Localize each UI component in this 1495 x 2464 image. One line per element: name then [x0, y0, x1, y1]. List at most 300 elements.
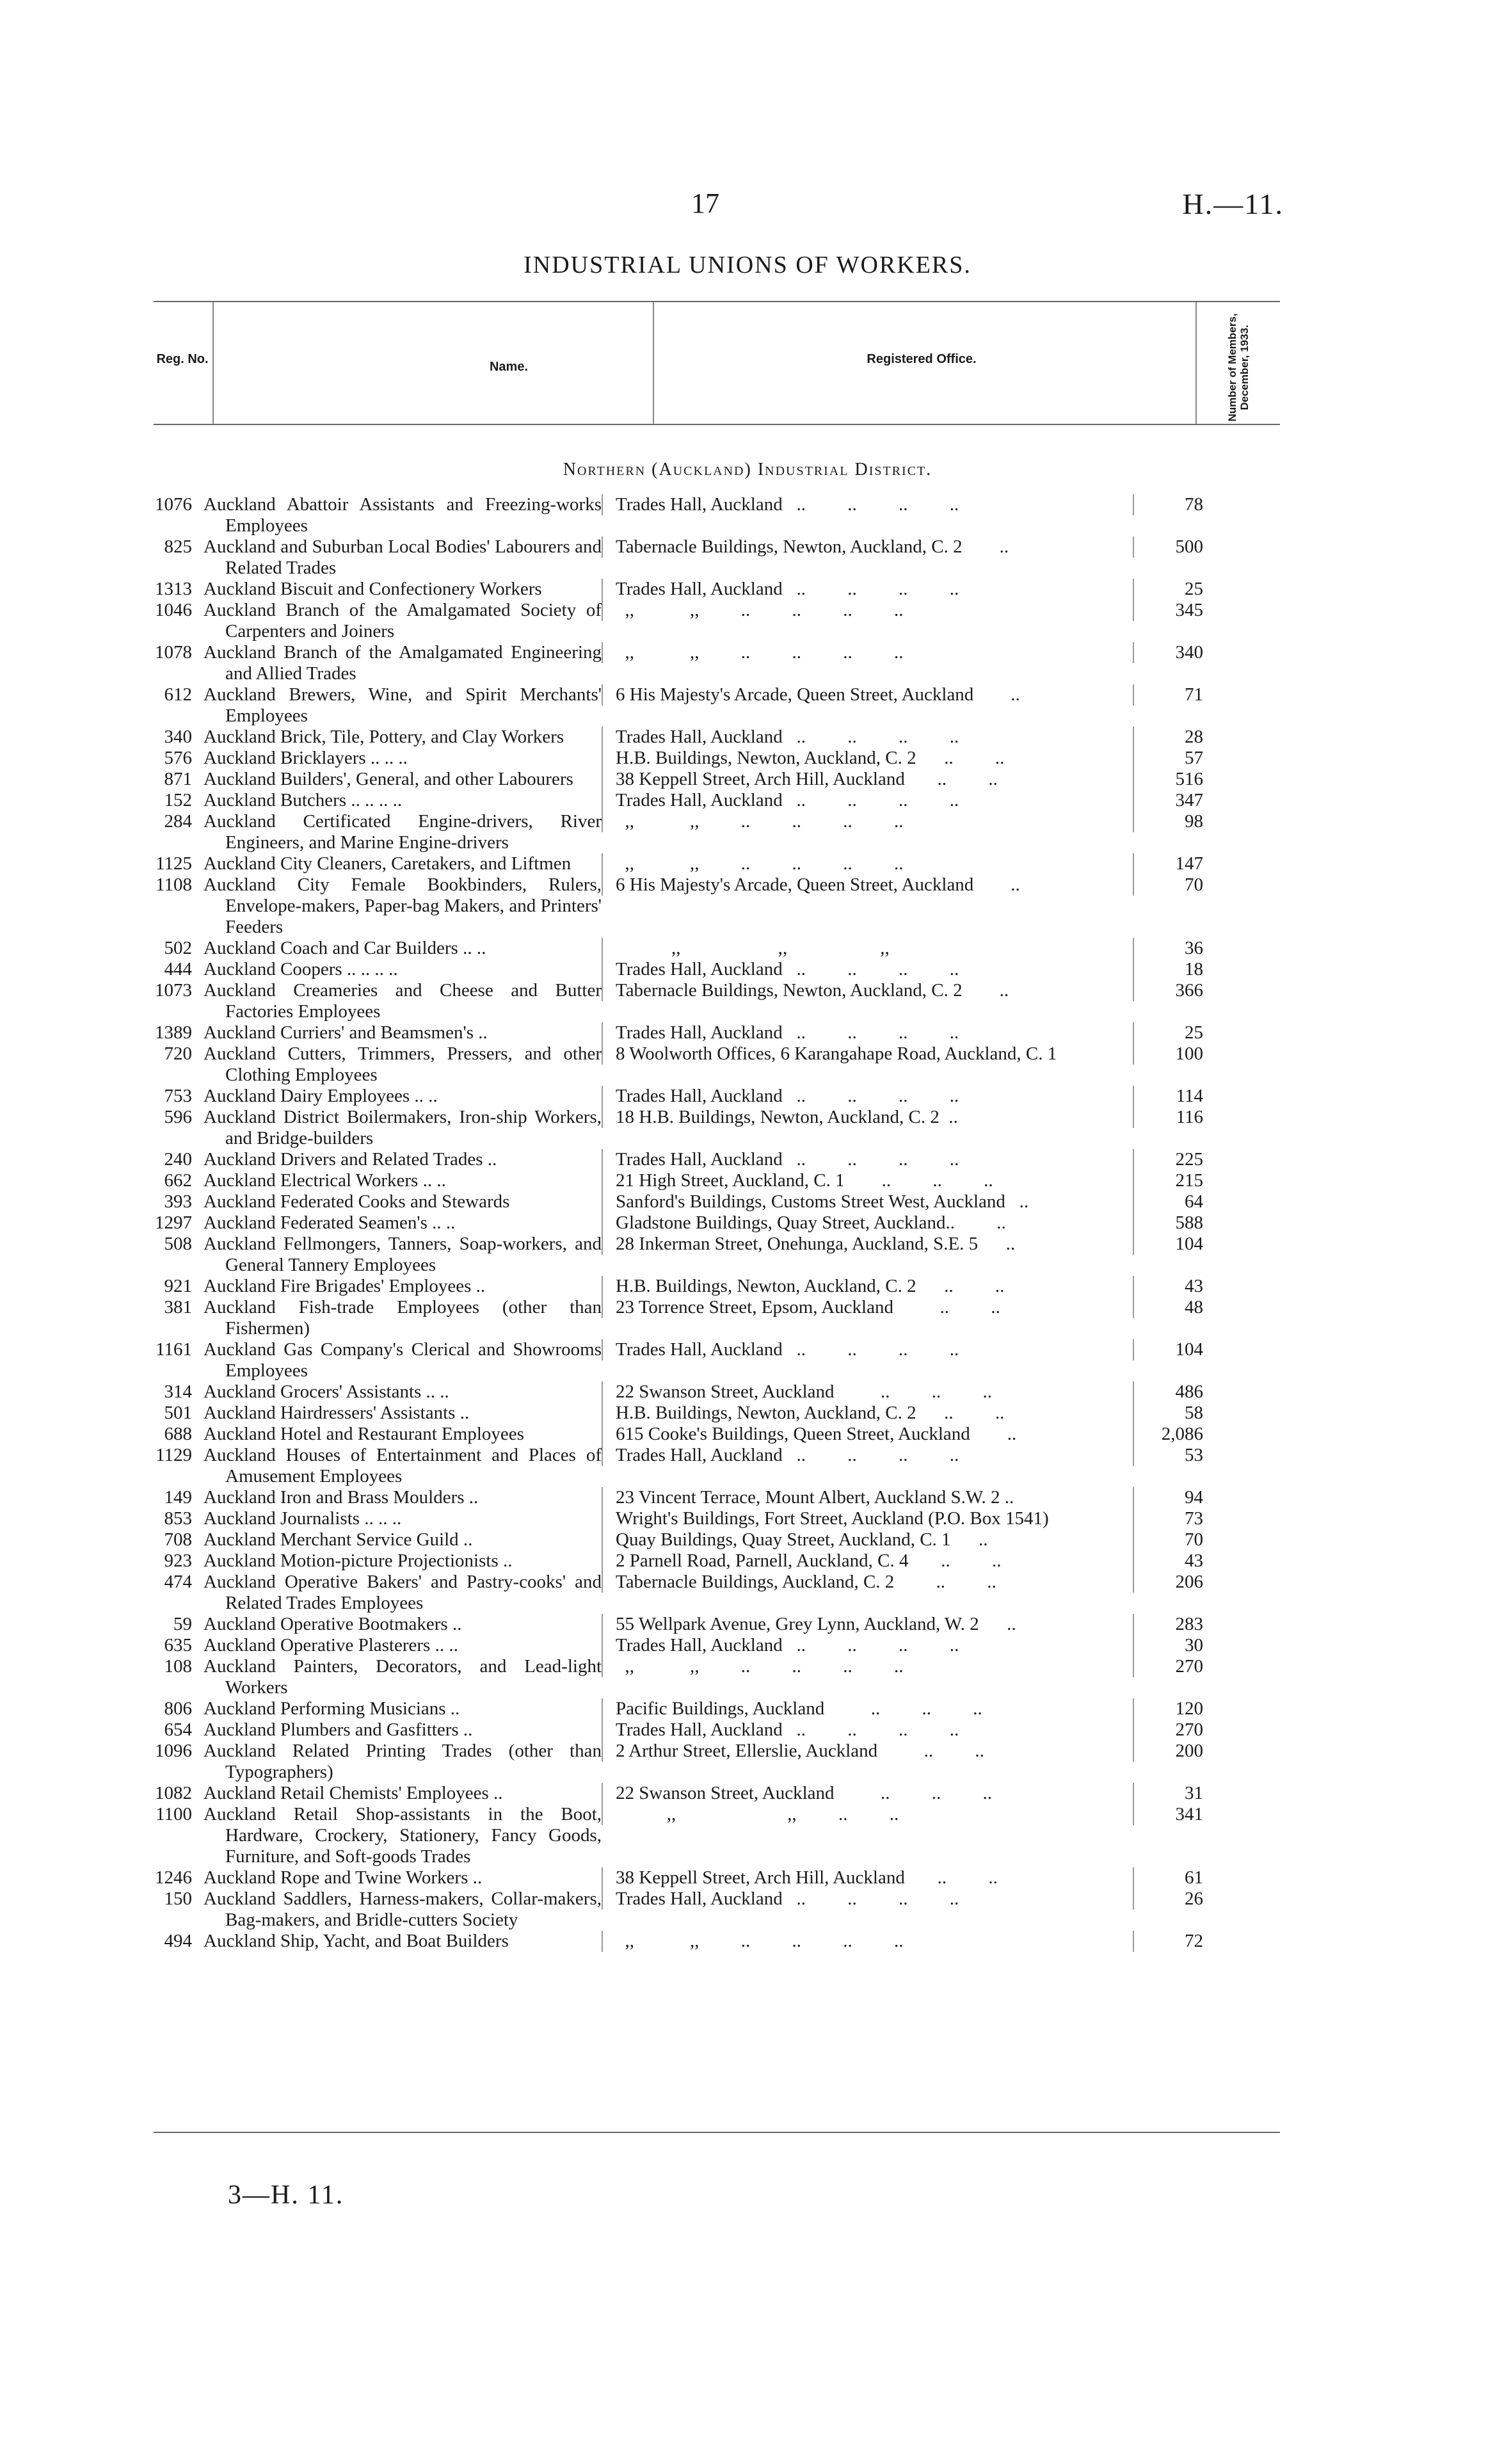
union-name — [192, 1170, 602, 1191]
union-name — [192, 959, 602, 980]
registered-office: ,, ,, .. .. .. .. — [602, 853, 1133, 874]
table-row — [154, 1656, 1280, 1698]
member-count: 70 — [1133, 874, 1203, 896]
union-name-text: Auckland Federated Cooks and Stewards — [204, 1191, 510, 1212]
registered-office: Tabernacle Buildings, Newton, Auckland, C. 2 .. — [602, 536, 1133, 558]
union-name-text: Auckland Butchers .. .. .. .. — [204, 790, 403, 810]
registered-office: Wright's Buildings, Fort Street, Auckland (P.O. Box 1541) — [602, 1508, 1133, 1529]
union-name — [192, 748, 602, 769]
reg-number: 108 — [164, 1656, 192, 1677]
reg-number: 1297 — [155, 1212, 192, 1233]
union-name-text: Auckland Retail Chemists' Employees .. — [204, 1783, 503, 1803]
union-name — [192, 1487, 602, 1508]
union-name-text: Auckland Creameries and Cheese and Butter Factories Employees — [204, 980, 602, 1022]
header-members-label: Number of Members, December, 1933. — [1226, 313, 1251, 422]
union-name-text: Auckland Federated Seamen's .. .. — [204, 1212, 456, 1233]
member-count: 53 — [1133, 1445, 1203, 1466]
registered-office: ,, ,, .. .. .. .. — [602, 1656, 1133, 1677]
union-name-text: Auckland Hotel and Restaurant Employees — [204, 1424, 524, 1444]
table-bottom-rule — [154, 2132, 1280, 2133]
union-name — [192, 811, 602, 853]
table-row — [154, 790, 1280, 811]
registered-office: Gladstone Buildings, Quay Street, Auckland.. .. — [602, 1212, 1133, 1234]
union-name-text: Auckland Drivers and Related Trades .. — [204, 1149, 497, 1170]
registered-office: 22 Swanson Street, Auckland .. .. .. — [602, 1783, 1133, 1804]
union-name-text: Auckland Bricklayers .. .. .. — [204, 748, 408, 768]
union-name — [192, 1403, 602, 1424]
registered-office: Trades Hall, Auckland .. .. .. .. — [602, 1149, 1133, 1170]
union-name — [192, 494, 602, 536]
table-row — [154, 727, 1280, 748]
reg-number: 508 — [164, 1234, 192, 1254]
union-name-text: Auckland Fire Brigades' Employees .. — [204, 1276, 486, 1296]
member-count: 31 — [1133, 1783, 1203, 1804]
member-count: 147 — [1133, 853, 1203, 874]
reg-number: 720 — [164, 1043, 192, 1064]
table-row — [154, 1529, 1280, 1550]
union-name-text: Auckland Plumbers and Gasfitters .. — [204, 1719, 473, 1740]
union-name-text: Auckland City Female Bookbinders, Rulers, Envelope-makers, Paper-bag Makers, and Printers' Feeders — [204, 874, 602, 937]
member-count: 104 — [1133, 1339, 1203, 1360]
member-count: 225 — [1133, 1149, 1203, 1170]
registered-office: Pacific Buildings, Auckland .. .. .. — [602, 1698, 1133, 1719]
union-name — [192, 579, 602, 600]
union-name-text: Auckland Coach and Car Builders .. .. — [204, 938, 486, 958]
union-name — [192, 1149, 602, 1170]
reg-number: 1313 — [155, 579, 192, 599]
table-header — [154, 301, 1280, 425]
table-row — [154, 1149, 1280, 1170]
registered-office: Tabernacle Buildings, Auckland, C. 2 .. .. — [602, 1572, 1133, 1593]
union-name — [192, 1339, 602, 1381]
union-name — [192, 1698, 602, 1719]
union-name — [192, 874, 602, 938]
union-name-text: Auckland Saddlers, Harness-makers, Collar-makers, Bag-makers, and Bridle-cutters Society — [204, 1888, 602, 1930]
union-name — [192, 1614, 602, 1635]
page-number: 17 — [691, 188, 719, 219]
union-name — [192, 1572, 602, 1614]
header-members — [1226, 313, 1251, 422]
member-count: 48 — [1133, 1297, 1203, 1318]
table-row — [154, 1888, 1280, 1931]
union-name-text: Auckland Brewers, Wine, and Spirit Merchants' Employees — [204, 684, 602, 726]
union-name — [192, 938, 602, 959]
member-count: 100 — [1133, 1043, 1203, 1065]
union-name-text: Auckland Cutters, Trimmers, Pressers, and other Clothing Employees — [204, 1043, 602, 1085]
union-name — [192, 1888, 602, 1931]
table-row — [154, 1191, 1280, 1212]
member-count: 270 — [1133, 1656, 1203, 1677]
table-row — [154, 769, 1280, 790]
header-reg-no: Reg. No. — [156, 352, 209, 366]
member-count: 500 — [1133, 536, 1203, 558]
member-count: 94 — [1133, 1487, 1203, 1508]
union-name-text: Auckland Electrical Workers .. .. — [204, 1170, 446, 1191]
union-name — [192, 1424, 602, 1445]
union-name-text: Auckland and Suburban Local Bodies' Labourers and Related Trades — [204, 536, 602, 578]
table-row — [154, 1741, 1280, 1783]
reg-number: 1161 — [156, 1339, 192, 1360]
reg-number: 825 — [164, 536, 192, 557]
reg-number: 1046 — [155, 600, 192, 620]
table-row — [154, 1719, 1280, 1741]
reg-number: 59 — [173, 1614, 192, 1634]
registered-office: Trades Hall, Auckland .. .. .. .. — [602, 727, 1133, 748]
reg-number: 1082 — [155, 1783, 192, 1803]
reg-number: 576 — [164, 748, 192, 768]
table-row — [154, 579, 1280, 600]
table-row — [154, 959, 1280, 980]
union-name-text: Auckland Branch of the Amalgamated Engineering and Allied Trades — [204, 642, 602, 684]
union-name — [192, 727, 602, 748]
table-row — [154, 1698, 1280, 1719]
registered-office: H.B. Buildings, Newton, Auckland, C. 2 .. .. — [602, 748, 1133, 769]
reg-number: 501 — [164, 1403, 192, 1423]
reg-number: 753 — [164, 1086, 192, 1106]
union-name — [192, 1276, 602, 1297]
registered-office: Trades Hall, Auckland .. .. .. .. — [602, 1022, 1133, 1043]
reg-number: 612 — [164, 684, 192, 705]
member-count: 283 — [1133, 1614, 1203, 1635]
registered-office: 6 His Majesty's Arcade, Queen Street, Auckland .. — [602, 684, 1133, 705]
union-name — [192, 1086, 602, 1107]
member-count: 72 — [1133, 1931, 1203, 1952]
union-name — [192, 1867, 602, 1888]
member-count: 116 — [1133, 1107, 1203, 1128]
reg-number: 494 — [164, 1931, 192, 1951]
registered-office: Trades Hall, Auckland .. .. .. .. — [602, 790, 1133, 811]
table-header-block — [154, 301, 1280, 425]
reg-number: 596 — [164, 1107, 192, 1127]
member-count: 120 — [1133, 1698, 1203, 1719]
union-name-text: Auckland Builders', General, and other Labourers — [204, 769, 573, 789]
table-row — [154, 1424, 1280, 1445]
header-divider — [212, 302, 214, 424]
union-name — [192, 1931, 602, 1952]
union-name — [192, 600, 602, 642]
union-name-text: Auckland Fish-trade Employees (other than Fishermen) — [204, 1297, 602, 1339]
registered-office: 23 Vincent Terrace, Mount Albert, Auckland S.W. 2 .. — [602, 1487, 1133, 1508]
union-name — [192, 790, 602, 811]
reg-number: 688 — [164, 1424, 192, 1444]
union-name — [192, 1529, 602, 1550]
table-row — [154, 1614, 1280, 1635]
member-count: 516 — [1133, 769, 1203, 790]
table-row — [154, 1508, 1280, 1529]
registered-office: ,, ,, .. .. .. .. — [602, 600, 1133, 621]
document-code: H.—11. — [1182, 188, 1284, 220]
union-name-text: Auckland Painters, Decorators, and Lead-light Workers — [204, 1656, 602, 1698]
union-name-text: Auckland City Cleaners, Caretakers, and Liftmen — [204, 853, 572, 874]
union-name-text: Auckland Operative Bootmakers .. — [204, 1614, 462, 1634]
union-name — [192, 769, 602, 790]
union-name — [192, 853, 602, 874]
union-name — [192, 1297, 602, 1339]
header-name: Name. — [489, 360, 529, 374]
union-name — [192, 1191, 602, 1212]
member-count: 71 — [1133, 684, 1203, 705]
member-count: 345 — [1133, 600, 1203, 621]
registered-office: Trades Hall, Auckland .. .. .. .. — [602, 494, 1133, 515]
union-name — [192, 684, 602, 727]
member-count: 588 — [1133, 1212, 1203, 1234]
union-name — [192, 1804, 602, 1867]
reg-number: 662 — [164, 1170, 192, 1191]
registered-office: Quay Buildings, Quay Street, Auckland, C. 1 .. — [602, 1529, 1133, 1550]
reg-number: 1100 — [156, 1804, 192, 1824]
union-name-text: Auckland Houses of Entertainment and Places of Amusement Employees — [204, 1445, 602, 1486]
registered-office: 6 His Majesty's Arcade, Queen Street, Auckland .. — [602, 874, 1133, 896]
table-row — [154, 1043, 1280, 1086]
union-name — [192, 980, 602, 1022]
union-name-text: Auckland Curriers' and Beamsmen's .. — [204, 1022, 488, 1043]
union-name-text: Auckland Grocers' Assistants .. .. — [204, 1381, 449, 1402]
union-name — [192, 1381, 602, 1403]
union-name-text: Auckland Brick, Tile, Pottery, and Clay Workers — [204, 727, 564, 747]
registered-office: ,, ,, ,, — [602, 938, 1133, 959]
reg-number: 149 — [164, 1487, 192, 1508]
reg-number: 393 — [164, 1191, 192, 1212]
member-count: 366 — [1133, 980, 1203, 1001]
union-name — [192, 1107, 602, 1149]
table-row — [154, 1931, 1280, 1952]
table-row — [154, 1276, 1280, 1297]
table-row — [154, 874, 1280, 938]
union-name — [192, 1212, 602, 1234]
registered-office: Trades Hall, Auckland .. .. .. .. — [602, 1635, 1133, 1656]
registered-office: Sanford's Buildings, Customs Street West, Auckland .. — [602, 1191, 1133, 1212]
reg-number: 853 — [164, 1508, 192, 1529]
union-name — [192, 536, 602, 579]
union-name-text: Auckland Operative Bakers' and Pastry-cooks' and Related Trades Employees — [204, 1572, 602, 1613]
reg-number: 1125 — [156, 853, 192, 874]
reg-number: 1108 — [156, 874, 192, 895]
union-name-text: Auckland District Boilermakers, Iron-ship Workers, and Bridge-builders — [204, 1107, 602, 1148]
reg-number: 708 — [164, 1529, 192, 1550]
table-row — [154, 1635, 1280, 1656]
member-count: 98 — [1133, 811, 1203, 832]
district-heading: Northern (Auckland) Industrial District. — [563, 460, 932, 479]
registered-office: 22 Swanson Street, Auckland .. .. .. — [602, 1381, 1133, 1403]
union-name — [192, 1043, 602, 1086]
table-row — [154, 1212, 1280, 1234]
footer-code: 3—H. 11. — [228, 2180, 344, 2210]
table-row — [154, 1381, 1280, 1403]
registered-office: 2 Arthur Street, Ellerslie, Auckland .. .. — [602, 1741, 1133, 1762]
table-row — [154, 1804, 1280, 1867]
member-count: 57 — [1133, 748, 1203, 769]
reg-number: 444 — [164, 959, 192, 979]
table-row — [154, 811, 1280, 853]
reg-number: 806 — [164, 1698, 192, 1719]
reg-number: 1129 — [156, 1445, 192, 1465]
table-row — [154, 980, 1280, 1022]
union-name-text: Auckland Biscuit and Confectionery Workers — [204, 579, 542, 599]
union-name-text: Auckland Certificated Engine-drivers, River Engineers, and Marine Engine-drivers — [204, 811, 602, 853]
table-row — [154, 1487, 1280, 1508]
union-name — [192, 1741, 602, 1783]
registered-office: H.B. Buildings, Newton, Auckland, C. 2 .. .. — [602, 1403, 1133, 1424]
table-row — [154, 1086, 1280, 1107]
member-count: 18 — [1133, 959, 1203, 980]
union-list — [154, 494, 1280, 1952]
union-name-text: Auckland Journalists .. .. .. — [204, 1508, 402, 1529]
table-row — [154, 1234, 1280, 1276]
member-count: 347 — [1133, 790, 1203, 811]
registered-office: 615 Cooke's Buildings, Queen Street, Auckland .. — [602, 1424, 1133, 1445]
reg-number: 240 — [164, 1149, 192, 1170]
member-count: 206 — [1133, 1572, 1203, 1593]
header-registered-office: Registered Office. — [867, 352, 977, 366]
member-count: 28 — [1133, 727, 1203, 748]
registered-office: Trades Hall, Auckland .. .. .. .. — [602, 1086, 1133, 1107]
table-row — [154, 494, 1280, 536]
member-count: 36 — [1133, 938, 1203, 959]
table-row — [154, 600, 1280, 642]
reg-number: 654 — [164, 1719, 192, 1740]
header-divider — [1195, 302, 1197, 424]
union-name-text: Auckland Ship, Yacht, and Boat Builders — [204, 1931, 509, 1951]
union-name-text: Auckland Merchant Service Guild .. — [204, 1529, 473, 1550]
reg-number: 314 — [164, 1381, 192, 1402]
table-row — [154, 684, 1280, 727]
union-name-text: Auckland Gas Company's Clerical and Showrooms Employees — [204, 1339, 602, 1381]
member-count: 43 — [1133, 1276, 1203, 1297]
table-row — [154, 1403, 1280, 1424]
union-name-text: Auckland Fellmongers, Tanners, Soap-workers, and General Tannery Employees — [204, 1234, 602, 1275]
table-row — [154, 1022, 1280, 1043]
union-name-text: Auckland Rope and Twine Workers .. — [204, 1867, 483, 1888]
member-count: 215 — [1133, 1170, 1203, 1191]
union-name-text: Auckland Dairy Employees .. .. — [204, 1086, 438, 1106]
reg-number: 474 — [164, 1572, 192, 1592]
reg-number: 1076 — [155, 494, 192, 515]
registered-office: ,, ,, .. .. .. .. — [602, 642, 1133, 663]
table-row — [154, 1170, 1280, 1191]
registered-office: Trades Hall, Auckland .. .. .. .. — [602, 579, 1133, 600]
member-count: 270 — [1133, 1719, 1203, 1741]
member-count: 73 — [1133, 1508, 1203, 1529]
table-row — [154, 853, 1280, 874]
union-name — [192, 1656, 602, 1698]
union-name-text: Auckland Retail Shop-assistants in the Boot, Hardware, Crockery, Stationery, Fancy Goods, Furniture, and Soft-goods Trades — [204, 1804, 602, 1867]
union-name-text: Auckland Iron and Brass Moulders .. — [204, 1487, 479, 1508]
reg-number: 150 — [164, 1888, 192, 1909]
registered-office: 28 Inkerman Street, Onehunga, Auckland, S.E. 5 .. — [602, 1234, 1133, 1255]
union-name — [192, 1635, 602, 1656]
registered-office: ,, ,, .. .. .. .. — [602, 1931, 1133, 1952]
table-row — [154, 1572, 1280, 1614]
member-count: 104 — [1133, 1234, 1203, 1255]
table-row — [154, 1339, 1280, 1381]
registered-office: 8 Woolworth Offices, 6 Karangahape Road, Auckland, C. 1 — [602, 1043, 1133, 1065]
union-name-text: Auckland Coopers .. .. .. .. — [204, 959, 398, 979]
reg-number: 1246 — [155, 1867, 192, 1888]
member-count: 58 — [1133, 1403, 1203, 1424]
union-name-text: Auckland Abattoir Assistants and Freezing-works Employees — [204, 494, 602, 536]
table-row — [154, 938, 1280, 959]
registered-office: Trades Hall, Auckland .. .. .. .. — [602, 1445, 1133, 1466]
member-count: 78 — [1133, 494, 1203, 515]
reg-number: 340 — [164, 727, 192, 747]
registered-office: 23 Torrence Street, Epsom, Auckland .. .. — [602, 1297, 1133, 1318]
reg-number: 871 — [164, 769, 192, 789]
reg-number: 152 — [164, 790, 192, 810]
registered-office: 2 Parnell Road, Parnell, Auckland, C. 4 .. .. — [602, 1550, 1133, 1572]
registered-office: Trades Hall, Auckland .. .. .. .. — [602, 959, 1133, 980]
registered-office: ,, ,, .. .. — [602, 1804, 1133, 1825]
member-count: 114 — [1133, 1086, 1203, 1107]
union-name-text: Auckland Hairdressers' Assistants .. — [204, 1403, 470, 1423]
registered-office: Trades Hall, Auckland .. .. .. .. — [602, 1719, 1133, 1741]
table-row — [154, 642, 1280, 684]
registered-office: 38 Keppell Street, Arch Hill, Auckland .. .. — [602, 1867, 1133, 1888]
registered-office: 18 H.B. Buildings, Newton, Auckland, C. 2 .. — [602, 1107, 1133, 1128]
member-count: 30 — [1133, 1635, 1203, 1656]
union-name-text: Auckland Performing Musicians .. — [204, 1698, 460, 1719]
registered-office: Tabernacle Buildings, Newton, Auckland, C. 2 .. — [602, 980, 1133, 1001]
table-row — [154, 1783, 1280, 1804]
member-count: 61 — [1133, 1867, 1203, 1888]
member-count: 2,086 — [1133, 1424, 1203, 1445]
reg-number: 284 — [164, 811, 192, 832]
reg-number: 921 — [164, 1276, 192, 1296]
page-title: INDUSTRIAL UNIONS OF WORKERS. — [524, 252, 971, 278]
reg-number: 1078 — [155, 642, 192, 663]
reg-number: 1389 — [155, 1022, 192, 1043]
reg-number: 1096 — [155, 1741, 192, 1761]
registered-office: H.B. Buildings, Newton, Auckland, C. 2 .. .. — [602, 1276, 1133, 1297]
union-name-text: Auckland Related Printing Trades (other than Typographers) — [204, 1741, 602, 1782]
member-count: 25 — [1133, 1022, 1203, 1043]
reg-number: 502 — [164, 938, 192, 958]
union-name — [192, 1783, 602, 1804]
table-row — [154, 1445, 1280, 1487]
table-row — [154, 1550, 1280, 1572]
member-count: 486 — [1133, 1381, 1203, 1403]
union-name — [192, 642, 602, 684]
union-name — [192, 1022, 602, 1043]
member-count: 25 — [1133, 579, 1203, 600]
registered-office: 21 High Street, Auckland, C. 1 .. .. .. — [602, 1170, 1133, 1191]
union-name — [192, 1234, 602, 1276]
union-name — [192, 1719, 602, 1741]
union-name-text: Auckland Branch of the Amalgamated Society of Carpenters and Joiners — [204, 600, 602, 641]
reg-number: 923 — [164, 1550, 192, 1571]
member-count: 43 — [1133, 1550, 1203, 1572]
table-row — [154, 536, 1280, 579]
member-count: 341 — [1133, 1804, 1203, 1825]
union-name — [192, 1445, 602, 1487]
member-count: 340 — [1133, 642, 1203, 663]
union-name — [192, 1508, 602, 1529]
union-name — [192, 1550, 602, 1572]
reg-number: 635 — [164, 1635, 192, 1655]
member-count: 70 — [1133, 1529, 1203, 1550]
registered-office: Trades Hall, Auckland .. .. .. .. — [602, 1888, 1133, 1910]
reg-number: 381 — [164, 1297, 192, 1317]
registered-office: ,, ,, .. .. .. .. — [602, 811, 1133, 832]
table-row — [154, 1107, 1280, 1149]
table-row — [154, 1867, 1280, 1888]
table-row — [154, 1297, 1280, 1339]
reg-number: 1073 — [155, 980, 192, 1001]
registered-office: 55 Wellpark Avenue, Grey Lynn, Auckland, W. 2 .. — [602, 1614, 1133, 1635]
union-name-text: Auckland Motion-picture Projectionists .. — [204, 1550, 513, 1571]
member-count: 26 — [1133, 1888, 1203, 1910]
registered-office: Trades Hall, Auckland .. .. .. .. — [602, 1339, 1133, 1360]
member-count: 64 — [1133, 1191, 1203, 1212]
